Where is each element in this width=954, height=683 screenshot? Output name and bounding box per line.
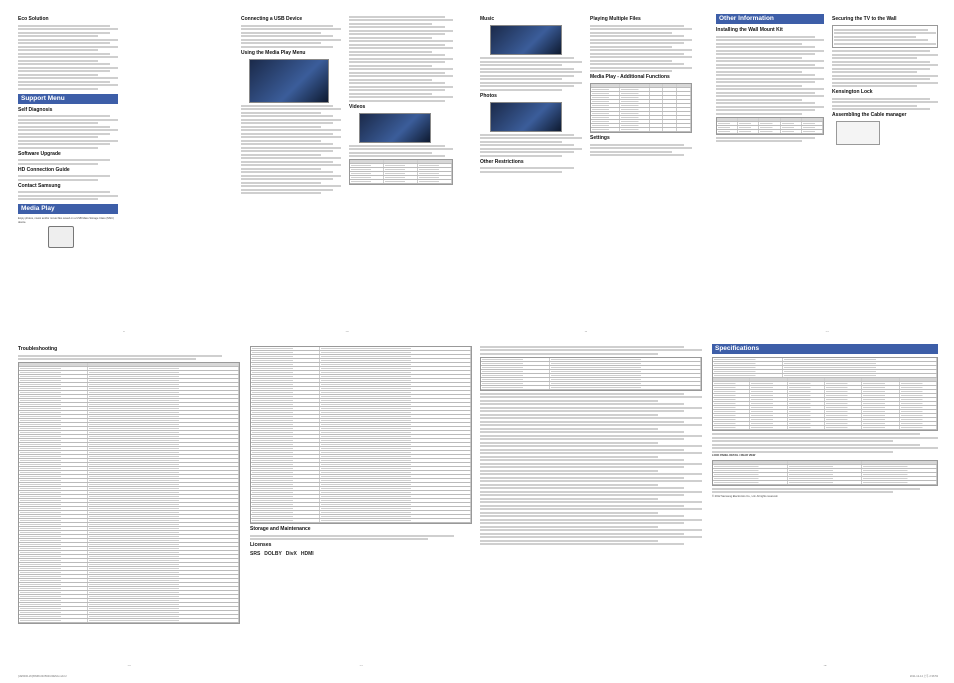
page-other-information (716, 14, 938, 332)
caution-box (832, 25, 938, 48)
media-additional-title: Media Play - Additional Functions (590, 74, 670, 80)
support-menu-bar: Support Menu (18, 94, 118, 104)
hdmi-logo-icon: HDMI (300, 551, 314, 557)
music-screenshot (490, 25, 562, 55)
troubleshooting-table-right (250, 346, 472, 524)
page-number-right: - 14 - (357, 664, 365, 666)
photos-title: Photos (480, 92, 497, 99)
page-number: - 9 - (121, 330, 127, 332)
troubleshooting-table-left (18, 362, 240, 624)
page-number: - 11 - (582, 330, 590, 332)
subtitle-format-table (349, 159, 453, 185)
wall-mount-spec-table (716, 117, 824, 135)
storage-maintenance-title: Storage and Maintenance (250, 526, 311, 532)
page-specifications (480, 344, 938, 666)
srs-logo-icon: SRS (250, 551, 261, 557)
media-play-bar: Media Play (18, 204, 118, 214)
licenses-title: Licenses (250, 542, 272, 548)
kensington-lock-title: Kensington Lock (832, 89, 873, 95)
page-music-photos (480, 14, 692, 332)
other-information-bar: Other Information (716, 14, 824, 24)
page-media-play (241, 14, 453, 332)
settings-title: Settings (590, 135, 610, 141)
securing-tv-title: Securing the TV to the Wall (832, 16, 897, 22)
page-troubleshooting (18, 344, 476, 666)
specifications-table (712, 357, 938, 431)
software-upgrade-title: Software Upgrade (18, 150, 61, 157)
photos-screenshot (490, 102, 562, 132)
connecting-usb-title: Connecting a USB Device (241, 16, 303, 22)
page-number: - 10 - (343, 330, 351, 332)
hd-connection-title: HD Connection Guide (18, 166, 70, 173)
copyright-text: © 2012 Samsung Electronics Co., Ltd. All rights reserved. (712, 494, 779, 498)
assembling-cable-title: Assembling the Cable manager (832, 112, 907, 118)
media-play-intro: Enjoy photos, music and/or movie files saved on a USB Mass Storage Class (MSC) device. (18, 217, 114, 224)
using-media-play-title: Using the Media Play Menu (241, 49, 306, 56)
videos-title: Videos (349, 103, 366, 110)
usb-device-icon (48, 226, 74, 248)
footer-right: 2011-12-14 오후 2:36:53 (909, 675, 938, 678)
playing-multiple-title: Playing Multiple Files (590, 16, 641, 22)
contact-samsung-title: Contact Samsung (18, 182, 61, 189)
page-number-left: - 13 - (125, 664, 133, 666)
divx-logo-icon: DivX (285, 551, 297, 557)
eco-solution-title: Eco Solution (18, 16, 49, 22)
page-eco-support (18, 14, 230, 332)
media-play-screenshot (249, 59, 329, 103)
dolby-logo-icon: DOLBY (264, 551, 282, 557)
self-diagnosis-title: Self Diagnosis (18, 106, 53, 113)
open-source-notice-table (480, 357, 702, 391)
music-title: Music (480, 16, 495, 22)
lock-panel-table (712, 460, 938, 486)
footer-left: [UE5000-ZC]BN68-04059R-00ENG.indd 2 (18, 675, 67, 678)
videos-screenshot (359, 113, 431, 143)
print-footer (18, 675, 938, 679)
troubleshooting-title: Troubleshooting (18, 346, 58, 352)
other-restrictions-title: Other Restrictions (480, 158, 524, 165)
specifications-bar: Specifications (712, 344, 938, 354)
wall-mount-title: Installing the Wall Mount Kit (716, 27, 783, 33)
additional-functions-table (590, 83, 692, 133)
page-number: - 12 - (823, 330, 831, 332)
page-number: - 15 - (821, 664, 829, 666)
lock-panel-label: LOCK PANEL DETAIL / REAR VIEW (712, 454, 756, 457)
cable-manager-diagram (836, 121, 880, 145)
